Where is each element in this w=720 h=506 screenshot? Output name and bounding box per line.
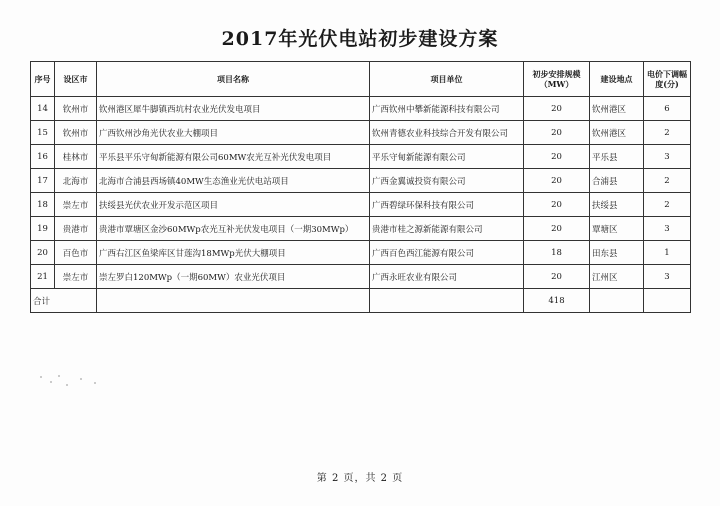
header-company: 项目单位 bbox=[370, 62, 524, 97]
cell-seq: 15 bbox=[31, 121, 55, 145]
cell-city: 崇左市 bbox=[55, 193, 97, 217]
cell-seq: 19 bbox=[31, 217, 55, 241]
cell-scale: 20 bbox=[524, 193, 590, 217]
total-row bbox=[31, 289, 691, 313]
cell-city: 北海市 bbox=[55, 169, 97, 193]
cell-company: 广西碧绿环保科技有限公司 bbox=[370, 193, 524, 217]
cell-price-cut: 2 bbox=[644, 121, 691, 145]
total-scale: 418 bbox=[524, 289, 590, 313]
cell-seq: 16 bbox=[31, 145, 55, 169]
cell-location: 钦州港区 bbox=[590, 121, 644, 145]
header-location: 建设地点 bbox=[590, 62, 644, 97]
cell-city: 桂林市 bbox=[55, 145, 97, 169]
cell-price-cut: 6 bbox=[644, 97, 691, 121]
table-header-row bbox=[31, 62, 691, 97]
cell-project-name: 广西右江区鱼梁库区甘莲沟18MWp光伏大棚项目 bbox=[97, 241, 370, 265]
table-row bbox=[31, 193, 691, 217]
cell-price-cut: 3 bbox=[644, 217, 691, 241]
cell-scale: 20 bbox=[524, 265, 590, 289]
cell-location: 覃塘区 bbox=[590, 217, 644, 241]
cell-location: 钦州港区 bbox=[590, 97, 644, 121]
project-table bbox=[30, 61, 691, 313]
table-row bbox=[31, 169, 691, 193]
cell-company: 广西金翼诚投资有限公司 bbox=[370, 169, 524, 193]
header-project-name: 项目名称 bbox=[97, 62, 370, 97]
cell-scale: 18 bbox=[524, 241, 590, 265]
table-row bbox=[31, 97, 691, 121]
cell-project-name: 崇左罗白120MWp（一期60MW）农业光伏项目 bbox=[97, 265, 370, 289]
cell-scale: 20 bbox=[524, 97, 590, 121]
scan-smudge bbox=[36, 372, 106, 390]
cell-project-name: 广西钦州沙角光伏农业大棚项目 bbox=[97, 121, 370, 145]
cell-price-cut: 3 bbox=[644, 145, 691, 169]
cell-location: 田东县 bbox=[590, 241, 644, 265]
cell-company: 广西钦州中攀新能源科技有限公司 bbox=[370, 97, 524, 121]
cell-company: 广西百色西江能源有限公司 bbox=[370, 241, 524, 265]
header-scale: 初步安排规模（MW） bbox=[524, 62, 590, 97]
cell-seq: 18 bbox=[31, 193, 55, 217]
cell-city: 钦州市 bbox=[55, 121, 97, 145]
cell-company: 平乐守甸新能源有限公司 bbox=[370, 145, 524, 169]
page-title: 2017年光伏电站初步建设方案 bbox=[221, 28, 499, 50]
cell-location: 江州区 bbox=[590, 265, 644, 289]
cell-project-name: 平乐县平乐守甸新能源有限公司60MW农光互补光伏发电项目 bbox=[97, 145, 370, 169]
cell-company: 贵港市桂之源新能源有限公司 bbox=[370, 217, 524, 241]
header-seq: 序号 bbox=[31, 62, 55, 97]
cell-seq: 21 bbox=[31, 265, 55, 289]
header-city: 设区市 bbox=[55, 62, 97, 97]
cell-price-cut: 3 bbox=[644, 265, 691, 289]
cell-city: 百色市 bbox=[55, 241, 97, 265]
cell-project-name: 扶绥县光伏农业开发示范区项目 bbox=[97, 193, 370, 217]
cell-scale: 20 bbox=[524, 121, 590, 145]
table-row bbox=[31, 265, 691, 289]
cell-city: 崇左市 bbox=[55, 265, 97, 289]
total-label: 合计 bbox=[31, 289, 97, 313]
cell-project-name: 钦州港区犀牛脚镇西坑村农业光伏发电项目 bbox=[97, 97, 370, 121]
cell-city: 钦州市 bbox=[55, 97, 97, 121]
cell-scale: 20 bbox=[524, 169, 590, 193]
cell-company: 广西永旺农业有限公司 bbox=[370, 265, 524, 289]
cell-location: 扶绥县 bbox=[590, 193, 644, 217]
total-empty-cell bbox=[97, 289, 370, 313]
cell-city: 贵港市 bbox=[55, 217, 97, 241]
cell-project-name: 贵港市覃塘区金沙60MWp农光互补光伏发电项目（一期30MWp） bbox=[97, 217, 370, 241]
table-row bbox=[31, 121, 691, 145]
cell-scale: 20 bbox=[524, 217, 590, 241]
total-empty-cell bbox=[370, 289, 524, 313]
cell-location: 合浦县 bbox=[590, 169, 644, 193]
total-empty-cell bbox=[590, 289, 644, 313]
table-row bbox=[31, 241, 691, 265]
total-empty-cell bbox=[644, 289, 691, 313]
cell-company: 钦州青德农业科技综合开发有限公司 bbox=[370, 121, 524, 145]
cell-seq: 14 bbox=[31, 97, 55, 121]
cell-location: 平乐县 bbox=[590, 145, 644, 169]
cell-seq: 20 bbox=[31, 241, 55, 265]
page-footer: 第 2 页，共 2 页 bbox=[316, 473, 404, 484]
cell-price-cut: 2 bbox=[644, 193, 691, 217]
table-row bbox=[31, 145, 691, 169]
header-price-cut: 电价下调幅度(分) bbox=[644, 62, 691, 97]
cell-project-name: 北海市合浦县西场镇40MW生态渔业光伏电站项目 bbox=[97, 169, 370, 193]
cell-scale: 20 bbox=[524, 145, 590, 169]
cell-price-cut: 1 bbox=[644, 241, 691, 265]
table-row bbox=[31, 217, 691, 241]
cell-seq: 17 bbox=[31, 169, 55, 193]
cell-price-cut: 2 bbox=[644, 169, 691, 193]
